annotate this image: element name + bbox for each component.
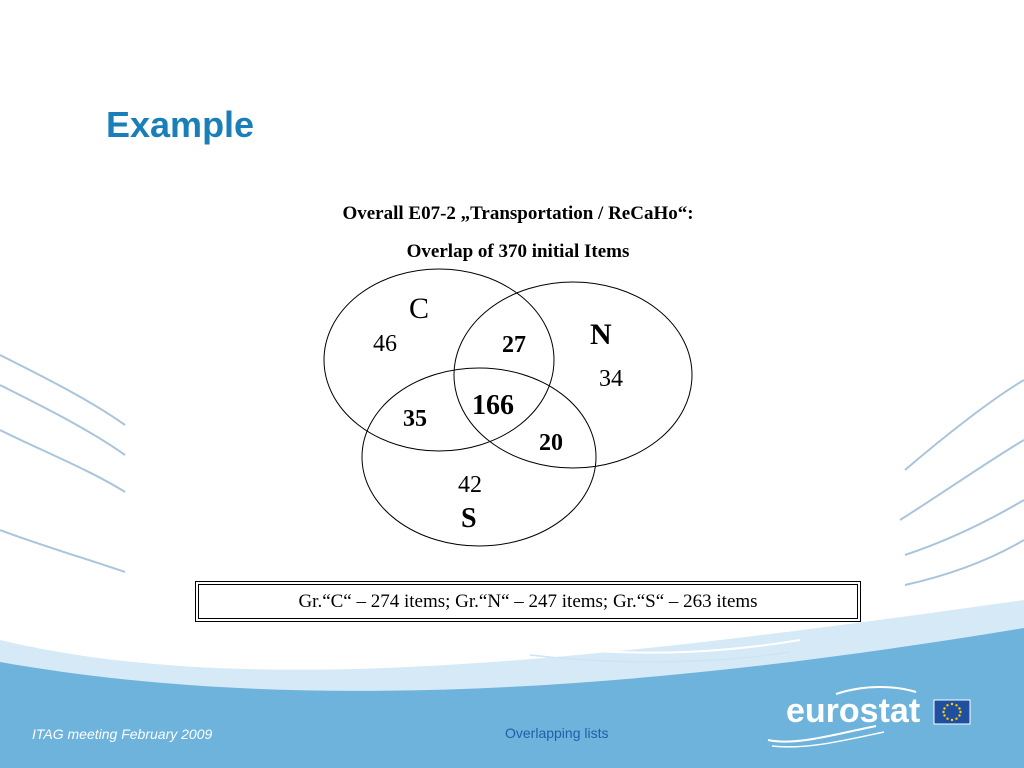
c-only-count: 46 bbox=[373, 331, 397, 357]
slide-title: Example bbox=[106, 104, 255, 145]
figure-title-line2: Overlap of 370 initial Items bbox=[406, 241, 630, 262]
s-only-count: 42 bbox=[458, 472, 482, 498]
footer-topic-label: Overlapping lists bbox=[505, 725, 609, 741]
n-only-count: 34 bbox=[599, 366, 623, 392]
set-c-circle bbox=[324, 269, 554, 451]
set-c-label: C bbox=[409, 292, 430, 325]
set-n-circle bbox=[454, 282, 692, 468]
n-s-count: 20 bbox=[539, 430, 563, 456]
eurostat-logo bbox=[766, 684, 976, 750]
figure-title-line1: Overall E07-2 „Transportation / ReCaHo“: bbox=[342, 203, 694, 224]
c-n-count: 27 bbox=[502, 332, 526, 358]
legend-text: Gr.“C“ – 274 items; Gr.“N“ – 247 items; Gr.“S“ – 263 items bbox=[198, 584, 858, 619]
c-n-s-count: 166 bbox=[472, 390, 514, 421]
eurostat-logo-text: eurostat bbox=[786, 692, 921, 730]
set-s-label: S bbox=[461, 503, 477, 534]
eu-flag-icon bbox=[934, 700, 970, 724]
footer-meeting-label: ITAG meeting February 2009 bbox=[32, 726, 213, 742]
set-n-label: N bbox=[590, 318, 612, 351]
c-s-count: 35 bbox=[403, 406, 427, 432]
legend-box bbox=[195, 581, 861, 622]
